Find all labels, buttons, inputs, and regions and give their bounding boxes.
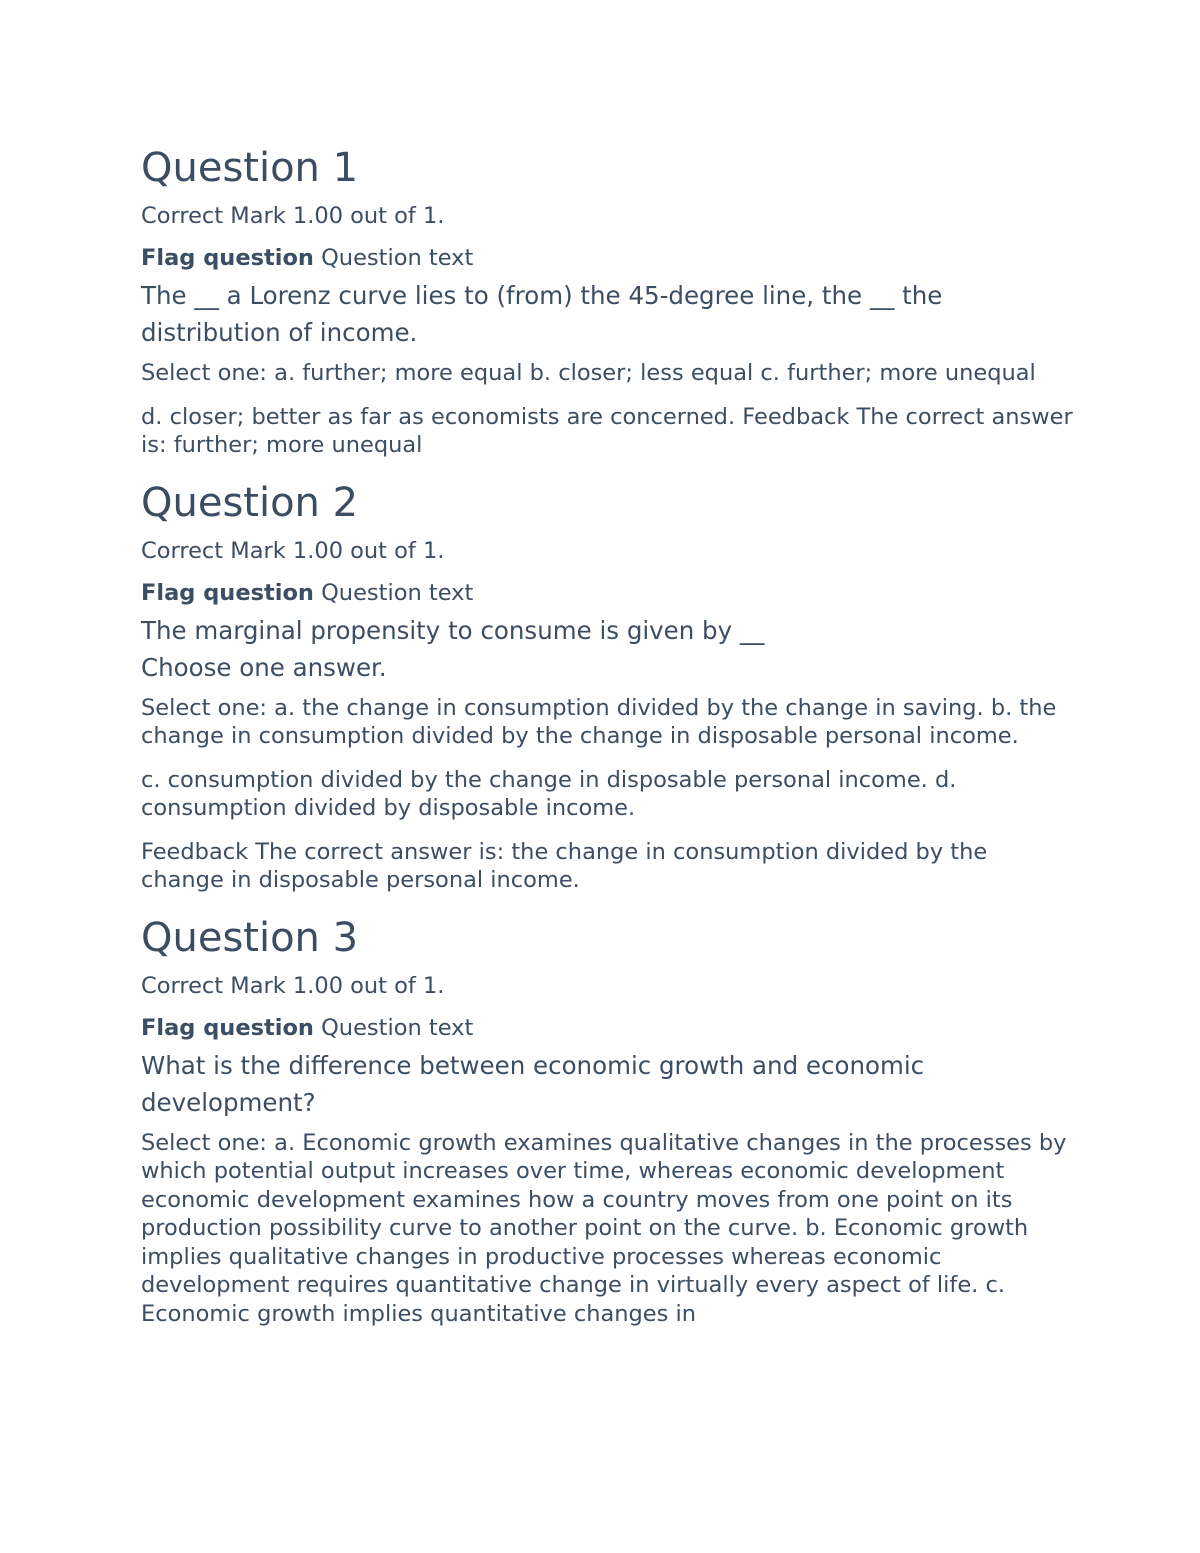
question-instruction: Choose one answer.	[141, 652, 387, 682]
question-text: The __ a Lorenz curve lies to (from) the 45-degree line, the __ the distribution of income.	[141, 281, 943, 347]
question-text-label: Question text	[321, 579, 474, 606]
question-heading: Question 1	[141, 145, 359, 191]
answer-options: Select one: a. Economic growth examines qualitative changes in the processes by which potential output increases over time, whereas economic development economic development examines how a country moves from one point on its production possibility curve to another point on the curve. b. Economic growth implies qualitative changes in productive processes whereas economic development requires quantitative change in virtually every aspect of life. c. Economic growth implies quantitative changes in	[141, 1129, 1067, 1327]
question-mark: Correct Mark 1.00 out of 1.	[141, 537, 445, 564]
question-3	[141, 910, 1076, 1329]
question-text-label: Question text	[321, 245, 474, 271]
answer-feedback: d. closer; better as far as economists are concerned. Feedback The correct answer is: further; more unequal	[141, 403, 1073, 458]
question-2	[141, 475, 1076, 895]
document-page	[141, 140, 1076, 1343]
question-heading: Question 2	[141, 479, 359, 526]
question-mark: Correct Mark 1.00 out of 1.	[141, 972, 445, 999]
question-flag-line	[141, 244, 1076, 273]
flag-question-label: Flag question	[141, 579, 314, 606]
question-text: What is the difference between economic growth and economic development?	[141, 1050, 925, 1117]
answer-options: Select one: a. the change in consumption divided by the change in saving. b. the change in consumption divided by the change in disposable personal income.	[141, 694, 1057, 749]
answer-feedback: Feedback The correct answer is: the change in consumption divided by the change in disposable personal income.	[141, 838, 988, 893]
flag-question-label: Flag question	[141, 1014, 314, 1041]
question-mark: Correct Mark 1.00 out of 1.	[141, 203, 445, 229]
question-1	[141, 140, 1076, 460]
question-heading: Question 3	[141, 914, 359, 961]
question-flag-line	[141, 579, 1076, 608]
flag-question-label: Flag question	[141, 245, 314, 271]
question-flag-line	[141, 1014, 1076, 1043]
answer-options-continued: c. consumption divided by the change in disposable personal income. d. consumption divided by disposable income.	[141, 766, 957, 821]
question-text: The marginal propensity to consume is given by __	[141, 615, 765, 645]
answer-options: Select one: a. further; more equal b. closer; less equal c. further; more unequal	[141, 360, 1036, 386]
question-text-label: Question text	[321, 1014, 474, 1041]
